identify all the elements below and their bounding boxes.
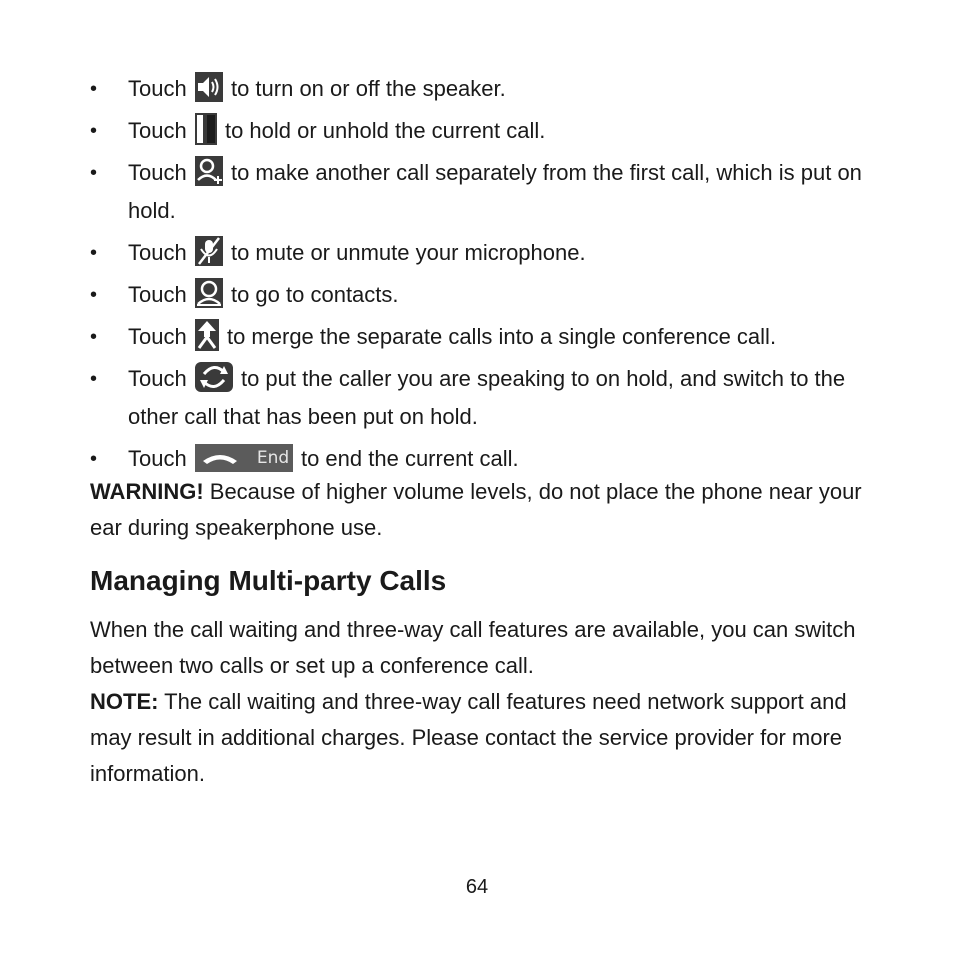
- bullet-lead: Touch: [128, 76, 187, 101]
- note-paragraph: [90, 684, 880, 792]
- hold-icon: [195, 113, 217, 145]
- bullet-lead: Touch: [128, 446, 187, 471]
- warning-note: [90, 474, 870, 546]
- list-item: [90, 112, 880, 150]
- bullet-lead: Touch: [128, 366, 187, 391]
- bullet-text: to hold or unhold the current call.: [224, 118, 546, 143]
- bullet: •: [90, 326, 98, 348]
- bullet-lead: Touch: [128, 240, 187, 265]
- bullet-lead: Touch: [128, 160, 187, 185]
- list-item: [90, 360, 880, 436]
- warning-label: WARNING!: [90, 479, 204, 504]
- bullet: •: [90, 368, 98, 390]
- bullet-lead: Touch: [128, 118, 187, 143]
- page-number: 64: [465, 876, 489, 898]
- bullet: •: [90, 284, 98, 306]
- list-item: [90, 276, 880, 314]
- call-options-list: [90, 70, 880, 482]
- end-call-button-illustration: [195, 444, 293, 472]
- contacts-icon: [195, 278, 223, 308]
- section-heading: Managing Multi-party Calls: [90, 565, 447, 596]
- end-call-icon: [201, 439, 239, 477]
- warning-text: Because of higher volume levels, do not place the phone near your ear during speakerphone use.: [90, 479, 862, 540]
- note-text: The call waiting and three-way call features need network support and may result in additional charges. Please contact the service provider for more information.: [90, 689, 847, 786]
- bullet-text: to go to contacts.: [230, 282, 399, 307]
- bullet-lead: Touch: [128, 324, 187, 349]
- list-item: [90, 440, 880, 478]
- bullet-text: to make another call separately from the first call, which is put on hold.: [128, 160, 862, 223]
- microphone-mute-icon: [195, 236, 223, 266]
- end-button-label: End: [256, 447, 290, 468]
- bullet: •: [90, 448, 98, 470]
- bullet-text: to end the current call.: [300, 446, 519, 471]
- add-call-icon: [195, 156, 223, 186]
- merge-calls-icon: [195, 319, 219, 351]
- swap-calls-icon: [195, 362, 233, 392]
- bullet-text: to put the caller you are speaking to on hold, and switch to the other call that has been put on hold.: [128, 366, 846, 429]
- list-item: [90, 318, 880, 356]
- bullet-text: to turn on or off the speaker.: [230, 76, 506, 101]
- bullet: •: [90, 162, 98, 184]
- note-label: NOTE:: [90, 689, 159, 714]
- bullet: •: [90, 120, 98, 142]
- list-item: [90, 234, 880, 272]
- list-item: [90, 154, 880, 230]
- bullet-text: to mute or unmute your microphone.: [230, 240, 586, 265]
- bullet: •: [90, 78, 98, 100]
- section-paragraph: When the call waiting and three-way call features are available, you can switch between two calls or set up a conference call.: [90, 617, 856, 678]
- list-item: [90, 70, 880, 108]
- bullet: •: [90, 242, 98, 264]
- bullet-text: to merge the separate calls into a single conference call.: [226, 324, 777, 349]
- speaker-icon: [195, 72, 223, 102]
- bullet-lead: Touch: [128, 282, 187, 307]
